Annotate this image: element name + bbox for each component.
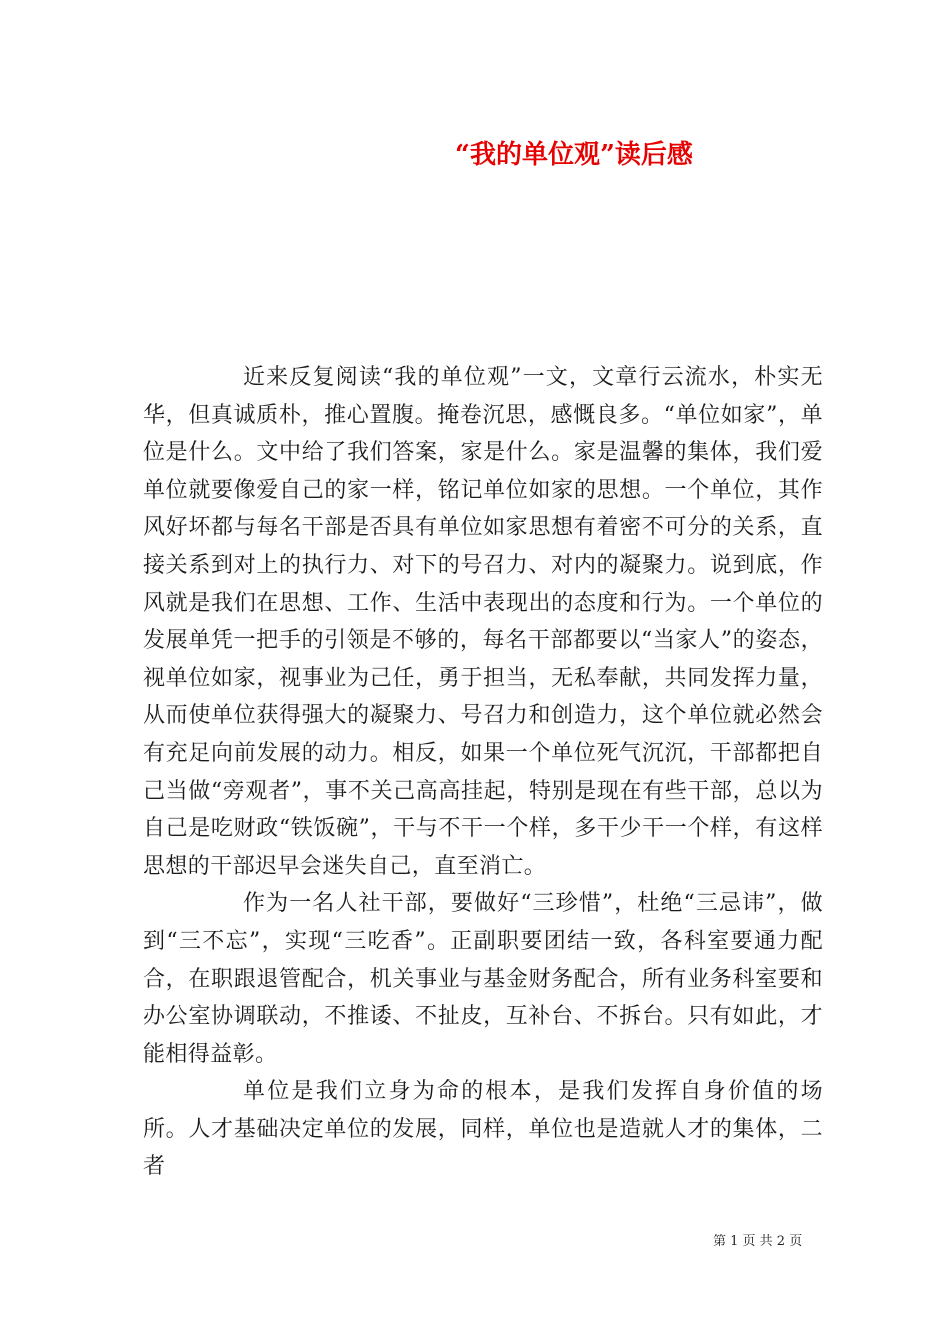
page-number-footer: 第 1 页 共 2 页	[713, 1234, 803, 1249]
body-paragraph-3: 单位是我们立身为命的根本，是我们发挥自身价值的场所。人才基础决定单位的发展，同样，单位也是造就人才的集体，二者	[143, 1079, 823, 1180]
page-title: “我的单位观”读后感	[455, 140, 693, 170]
article-body	[143, 359, 823, 1186]
body-paragraph-2: 作为一名人社干部，要做好“三珍惜”，杜绝“三忌讳”，做到“三不忘”，实现“三吃香”。正副职要团结一致，各科室要通力配合，在职跟退管配合，机关事业与基金财务配合，所有业务科室要和办公室协调联动，不推诿、不扯皮，互补台、不拆台。只有如此，才能相得益彰。	[143, 891, 823, 1067]
body-paragraph-1: 近来反复阅读“我的单位观”一文，文章行云流水，朴实无华，但真诚质朴，推心置腹。掩卷沉思，感慨良多。“单位如家”，单位是什么。文中给了我们答案，家是什么。家是温馨的集体，我们爱单位就要像爱自己的家一样，铭记单位如家的思想。一个单位，其作风好坏都与每名干部是否具有单位如家思想有着密不可分的关系，直接关系到对上的执行力、对下的号召力、对内的凝聚力。说到底，作风就是我们在思想、工作、生活中表现出的态度和行为。一个单位的发展单凭一把手的引领是不够的，每名干部都要以“当家人”的姿态，视单位如家，视事业为己任，勇于担当，无私奉献，共同发挥力量，从而使单位获得强大的凝聚力、号召力和创造力，这个单位就必然会有充足向前发展的动力。相反，如果一个单位死气沉沉，干部都把自己当做“旁观者”，事不关己高高挂起，特别是现在有些干部，总以为自己是吃财政“铁饭碗”，干与不干一个样，多干少干一个样，有这样思想的干部迟早会迷失自己，直至消亡。	[143, 365, 823, 879]
